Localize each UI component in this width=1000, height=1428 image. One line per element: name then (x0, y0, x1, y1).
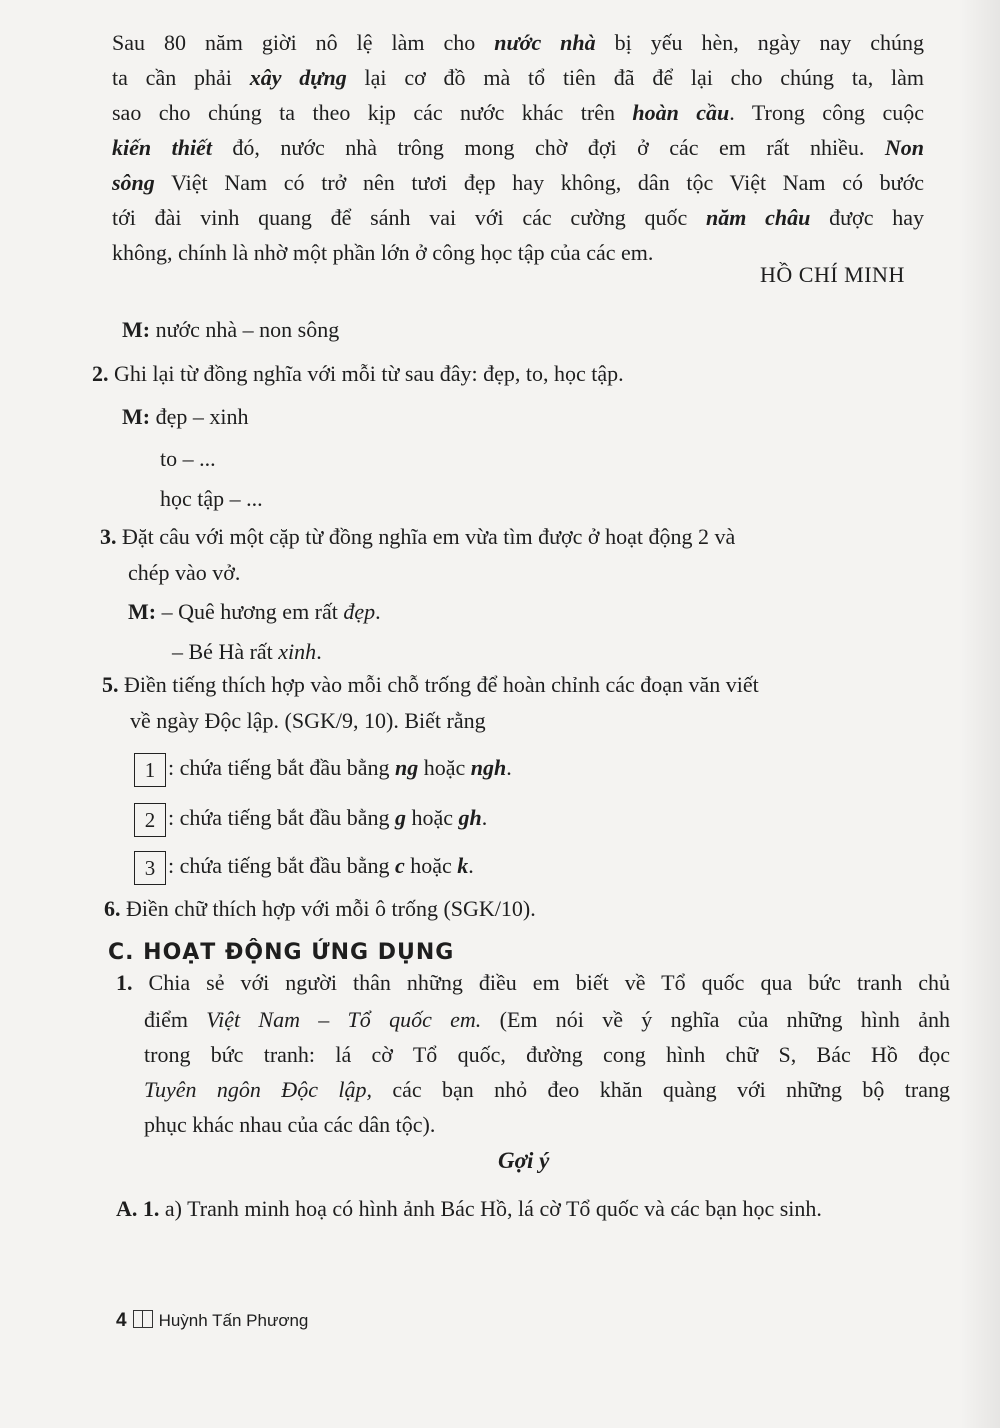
text-run: – Quê hương em rất (156, 599, 344, 624)
text-line (144, 1003, 950, 1037)
item-text: Điền chữ thích hợp với mỗi ô trống (SGK/10). (120, 896, 536, 921)
example-3 (128, 595, 381, 629)
text-run: được hay (810, 205, 924, 230)
page-number: 4 (116, 1310, 127, 1331)
text-run: ta cần phải (112, 65, 250, 90)
example-2 (122, 400, 248, 434)
emphasis-text: xinh (278, 639, 317, 664)
box-rule-text (168, 805, 487, 830)
number-box: 1 (134, 753, 166, 787)
item-5-line-2: về ngày Độc lập. (SGK/9, 10). Biết rằng (130, 708, 486, 733)
hint-title: Gợi ý (498, 1148, 550, 1173)
text-run: đó, nước nhà trông mong chờ đợi ở các em rất nhiều. (211, 135, 885, 160)
item-2 (92, 357, 624, 391)
example-text: đẹp – xinh (150, 404, 249, 429)
item-number: 2. (92, 361, 109, 386)
emphasis-text: Tuyên ngôn Độc lập, (144, 1077, 372, 1102)
example-3-line-1 (156, 599, 381, 624)
text-run: : chứa tiếng bắt đầu bằng (168, 755, 395, 780)
text-run: điểm (144, 1007, 207, 1032)
emphasis-text: k (457, 853, 469, 878)
box-rule-text (168, 755, 512, 780)
book-icon (133, 1310, 153, 1328)
emphasis-text: g (394, 805, 406, 830)
emphasis-text: sông (112, 170, 155, 195)
text-run: – Bé Hà rất (172, 639, 279, 664)
page-edge-shadow (960, 0, 1000, 1428)
text-run: lại cơ đồ mà tổ tiên đã để lại cho chúng ta, làm (346, 65, 925, 90)
text-line (112, 61, 924, 95)
box-rule-text (168, 853, 474, 878)
emphasis-text: Non (884, 135, 924, 160)
page-footer (116, 1310, 308, 1332)
example-label: M: (122, 404, 151, 429)
example-label: M: (128, 599, 157, 624)
emphasis-text: ngh (470, 755, 507, 780)
emphasis-text: kiến thiết (112, 135, 212, 160)
text-line (112, 131, 924, 165)
item-text: Điền tiếng thích hợp vào mỗi chỗ trống để hoàn chỉnh các đoạn văn viết (118, 672, 759, 697)
example-2-line-3: học tập – ... (160, 486, 263, 511)
number-box: 2 (134, 803, 166, 837)
text-run: trong bức tranh: lá cờ Tổ quốc, đường cong hình chữ S, Bác Hồ đọc (144, 1042, 950, 1067)
emphasis-text: đẹp (343, 599, 376, 624)
text-line (112, 201, 924, 235)
text-run: . (316, 639, 322, 664)
emphasis-text: năm châu (706, 205, 811, 230)
item-text: Ghi lại từ đồng nghĩa với mỗi từ sau đây: đẹp, to, học tập. (108, 361, 624, 386)
text-run: (Em nói về ý nghĩa của những hình ảnh (481, 1007, 950, 1032)
text-run: không, chính là nhờ một phần lớn ở công học tập của các em. (112, 240, 654, 265)
box-rule-3 (134, 848, 474, 885)
text-line (116, 966, 950, 1000)
passage-author: HỒ CHÍ MINH (760, 262, 905, 287)
number-box: 3 (134, 851, 166, 885)
text-run: . (468, 853, 474, 878)
text-run: . Trong công cuộc (729, 100, 924, 125)
box-rule-2 (134, 800, 487, 837)
emphasis-text: hoàn cầu (632, 100, 730, 125)
text-run: hoặc (418, 755, 471, 780)
example-text: nước nhà – non sông (150, 317, 340, 342)
box-rule-1 (134, 750, 512, 787)
text-run: : chứa tiếng bắt đầu bằng (168, 853, 395, 878)
item-3-line-2: chép vào vở. (128, 560, 241, 585)
text-run: Việt Nam có trở nên tươi đẹp hay không, dân tộc Việt Nam có bước (154, 170, 924, 195)
footer-author: Huỳnh Tấn Phương (158, 1311, 309, 1330)
text-line (112, 96, 924, 130)
item-6 (104, 892, 536, 926)
item-number: 1. (116, 970, 133, 995)
text-run: . (481, 805, 488, 830)
text-run: sao cho chúng ta theo kịp các nước khác trên (112, 100, 633, 125)
text-run: bị yếu hèn, ngày nay chúng (595, 30, 924, 55)
text-line (144, 1108, 950, 1142)
item-text: Đặt câu với một cặp từ đồng nghĩa em vừa tìm được ở hoạt động 2 và (116, 524, 736, 549)
answer-label: A. 1. (116, 1196, 160, 1221)
answer-text: a) Tranh minh hoạ có hình ảnh Bác Hồ, lá cờ Tổ quốc và các bạn học sinh. (159, 1196, 822, 1221)
emphasis-text: c (394, 853, 405, 878)
text-line (112, 166, 924, 200)
emphasis-text: xây dựng (249, 65, 347, 90)
example-2-line-2: to – ... (160, 446, 216, 471)
item-3 (100, 520, 735, 554)
emphasis-text: Việt Nam – Tổ quốc em. (206, 1007, 482, 1032)
text-run: Chia sẻ với người thân những điều em biết về Tổ quốc qua bức tranh chủ (132, 970, 950, 995)
example-1 (122, 313, 339, 347)
example-3-line-2 (172, 635, 322, 669)
emphasis-text: ng (394, 755, 419, 780)
emphasis-text: nước nhà (494, 30, 596, 55)
item-number: 3. (100, 524, 117, 549)
item-number: 5. (102, 672, 119, 697)
text-run: Sau 80 năm giời nô lệ làm cho (112, 30, 495, 55)
text-line (144, 1038, 950, 1072)
text-run: phục khác nhau của các dân tộc). (144, 1112, 436, 1137)
item-5 (102, 668, 759, 702)
emphasis-text: gh (458, 805, 482, 830)
text-run: : chứa tiếng bắt đầu bằng (168, 805, 395, 830)
text-run: tới đài vinh quang để sánh vai với các cường quốc (112, 205, 707, 230)
section-heading: C. HOẠT ĐỘNG ỨNG DỤNG (108, 940, 455, 965)
text-run: hoặc (405, 805, 459, 830)
text-line (112, 26, 924, 60)
example-label: M: (122, 317, 151, 342)
text-run: các bạn nhỏ đeo khăn quàng với những bộ trang (371, 1077, 950, 1102)
answer-a1 (116, 1192, 822, 1226)
text-run: hoặc (404, 853, 458, 878)
text-run: . (506, 755, 512, 780)
item-number: 6. (104, 896, 121, 921)
text-run: . (375, 599, 381, 624)
text-line (144, 1073, 950, 1107)
